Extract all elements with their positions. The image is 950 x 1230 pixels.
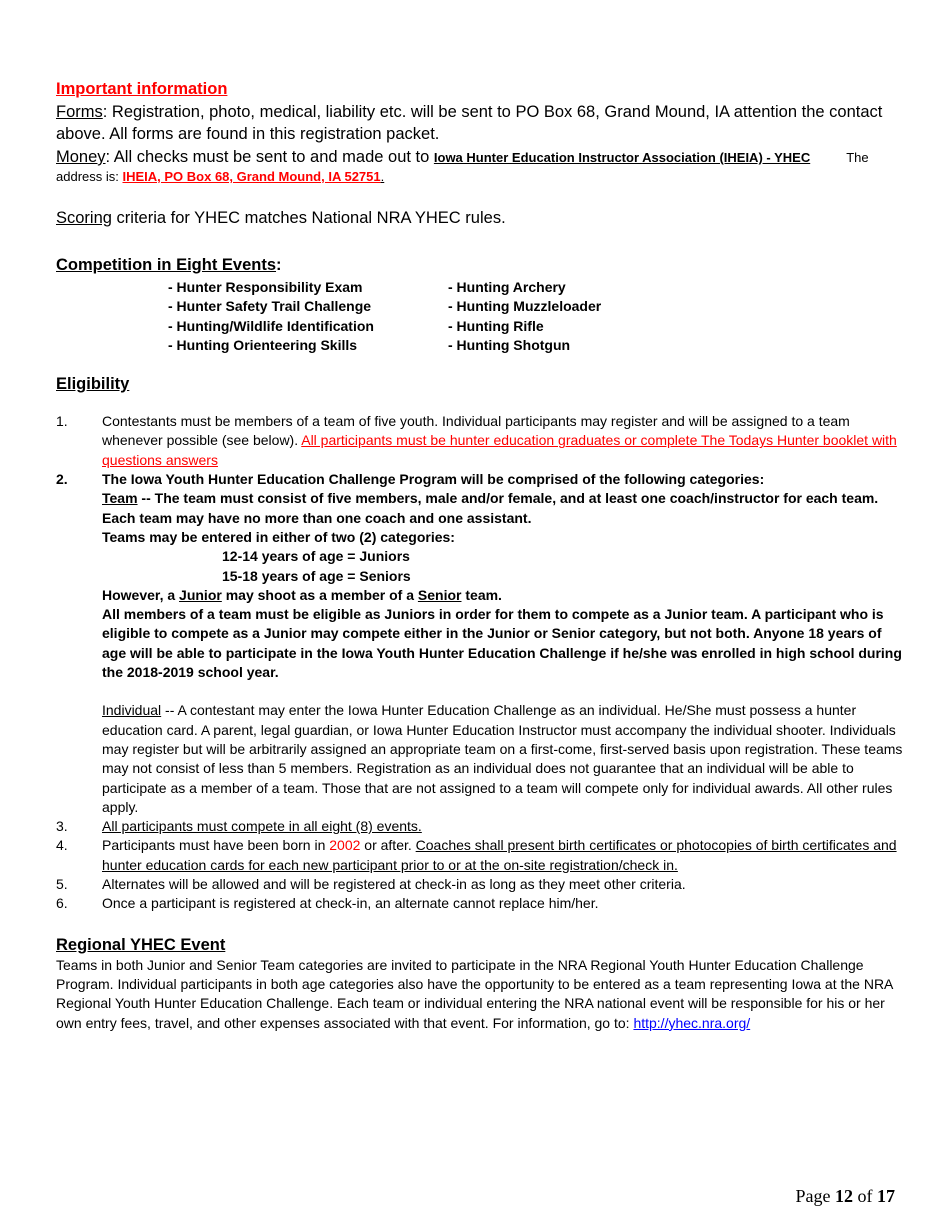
event-item: - Hunting Shotgun — [448, 336, 571, 353]
forms-label: Forms — [56, 103, 103, 121]
event-item: - Hunting Muzzleloader — [448, 298, 602, 315]
address-intro: The address is: — [56, 150, 869, 184]
list-item — [56, 412, 906, 470]
item-number: 5. — [56, 876, 68, 893]
item5-text: Alternates will be allowed and will be registered at check-in as long as they meet other criteria. — [102, 876, 686, 893]
important-heading: Important information — [56, 80, 228, 98]
item-body — [102, 412, 906, 470]
event-item: - Hunting/Wildlife Identification — [168, 317, 374, 334]
current-page: 12 — [835, 1186, 853, 1206]
competition-colon: : — [276, 256, 282, 274]
address-end: . — [380, 169, 385, 184]
individual-text: -- A contestant may enter the Iowa Hunter Education Challenge as an individual. He/She must possess a hunter education card. A parent, legal guardian, or Iowa Hunter Education Instructor must accompany the individual shooter. Individuals may register but will be arbitrarily assigned an appropriate team on a first-come, first-served basis upon registration. These teams may not consist of less than 5 members. Registration as an individual does not guarantee that an individual will be able to participate as a member of a team. Those that are not assigned to a team will compete only for individual awards. All other rules apply. — [102, 702, 903, 815]
events-list — [168, 278, 906, 355]
forms-paragraph — [56, 101, 906, 145]
category-seniors: 15-18 years of age = Seniors — [222, 567, 411, 584]
scoring-label: Scoring — [56, 209, 112, 227]
regional-text: Teams in both Junior and Senior Team categories are invited to participate in the NRA Regional Youth Hunter Education Challenge Program. Individual participants in both age categories also have the opportunity to be entered as a team representing Iowa at the NRA Regional Youth Hunter Education Challenge. Each team or individual entering the NRA national event will be responsible for his or her own entry fees, travel, and other expenses associated with that event. For information, go to: — [56, 956, 893, 1031]
item4-pre: Participants must have been born in — [102, 837, 330, 854]
scoring-paragraph — [56, 207, 906, 229]
list-item — [56, 817, 906, 836]
regional-paragraph — [56, 956, 906, 1033]
money-paragraph — [56, 146, 906, 186]
item4-year: 2002 — [329, 837, 361, 854]
forms-text: : Registration, photo, medical, liability etc. will be sent to PO Box 68, Grand Mound, IA attention the contact above. All forms are found in this registration packet. — [56, 103, 883, 143]
scoring-text: criteria for YHEC matches National NRA YHEC rules. — [111, 209, 506, 227]
item-body — [102, 470, 906, 817]
event-item: - Hunting Rifle — [448, 317, 544, 334]
item4-underlined: Coaches shall present birth certificates or photocopies of birth certificates and hunter education cards for each new participant prior to or at the on-site registration/check in. — [102, 837, 897, 873]
address: IHEIA, PO Box 68, Grand Mound, IA 52751 — [122, 169, 381, 184]
may-shoot-text: may shoot as a member of a — [221, 586, 418, 603]
team-text: -- The team must consist of five members, male and/or female, and at least one coach/instructor for each team. Each team may have no more than one coach and one assistant. — [102, 490, 879, 526]
category-juniors: 12-14 years of age = Juniors — [222, 548, 410, 565]
members-paragraph: All members of a team must be eligible as Juniors in order for them to compete as a Junior team. A participant who is eligible to compete as a Junior may compete either in the Junior or Senior category, but not both. Anyone 18 years of age will be able to participate in the Iowa Youth Hunter Education Challenge if he/she was enrolled in high school during the 2018-2019 school year. — [102, 606, 902, 681]
individual-label: Individual — [102, 702, 162, 719]
competition-heading: Competition in Eight Events — [56, 256, 277, 274]
event-item: - Hunting Orienteering Skills — [168, 336, 358, 353]
however-text: However, a — [102, 586, 180, 603]
page-word: Page — [795, 1186, 835, 1206]
item4-mid: or after. — [360, 837, 416, 854]
item-number: 3. — [56, 818, 68, 835]
event-item: - Hunting Archery — [448, 279, 566, 295]
junior-senior-note — [102, 586, 906, 605]
item1-red-text: All participants must be hunter education graduates or complete The Todays Hunter booklet with questions answers — [102, 432, 897, 468]
junior-word: Junior — [179, 586, 222, 603]
list-item — [56, 470, 906, 817]
item3-text: All participants must compete in all eight (8) events. — [102, 818, 422, 835]
event-item: - Hunter Safety Trail Challenge — [168, 298, 372, 315]
list-item — [56, 894, 906, 913]
event-item: - Hunter Responsibility Exam — [168, 279, 363, 295]
list-item — [56, 836, 906, 875]
team-paragraph — [102, 489, 906, 528]
document-page — [56, 78, 906, 1033]
item6-text: Once a participant is registered at check-in, an alternate cannot replace him/her. — [102, 895, 599, 912]
item-number: 4. — [56, 837, 68, 854]
of-word: of — [853, 1186, 877, 1206]
team-label: Team — [102, 490, 138, 507]
team-word: team. — [461, 586, 502, 603]
page-footer — [796, 1186, 896, 1207]
total-pages: 17 — [877, 1186, 895, 1206]
yhec-link[interactable]: http://yhec.nra.org/ — [633, 1014, 751, 1031]
eligibility-heading: Eligibility — [56, 375, 130, 394]
competition-heading-line — [56, 254, 906, 276]
item2-intro: The Iowa Youth Hunter Education Challenge Program will be comprised of the following categories: — [102, 471, 765, 488]
item-number: 1. — [56, 413, 68, 430]
categories-intro: Teams may be entered in either of two (2) categories: — [102, 528, 455, 545]
senior-word: Senior — [417, 586, 462, 603]
list-item — [56, 875, 906, 894]
item-number: 2. — [56, 471, 68, 488]
eligibility-list — [56, 412, 906, 913]
money-label: Money — [56, 148, 106, 166]
money-payee: Iowa Hunter Education Instructor Association (IHEIA) - YHEC — [433, 150, 811, 165]
item-body — [102, 836, 906, 875]
money-text: : All checks must be sent to and made out to — [105, 148, 434, 166]
item1-text: Contestants must be members of a team of five youth. Individual participants may register and will be assigned to a team whenever possible (see below). — [102, 413, 850, 449]
item-number: 6. — [56, 895, 68, 912]
individual-paragraph — [102, 701, 906, 817]
regional-heading: Regional YHEC Event — [56, 935, 226, 954]
